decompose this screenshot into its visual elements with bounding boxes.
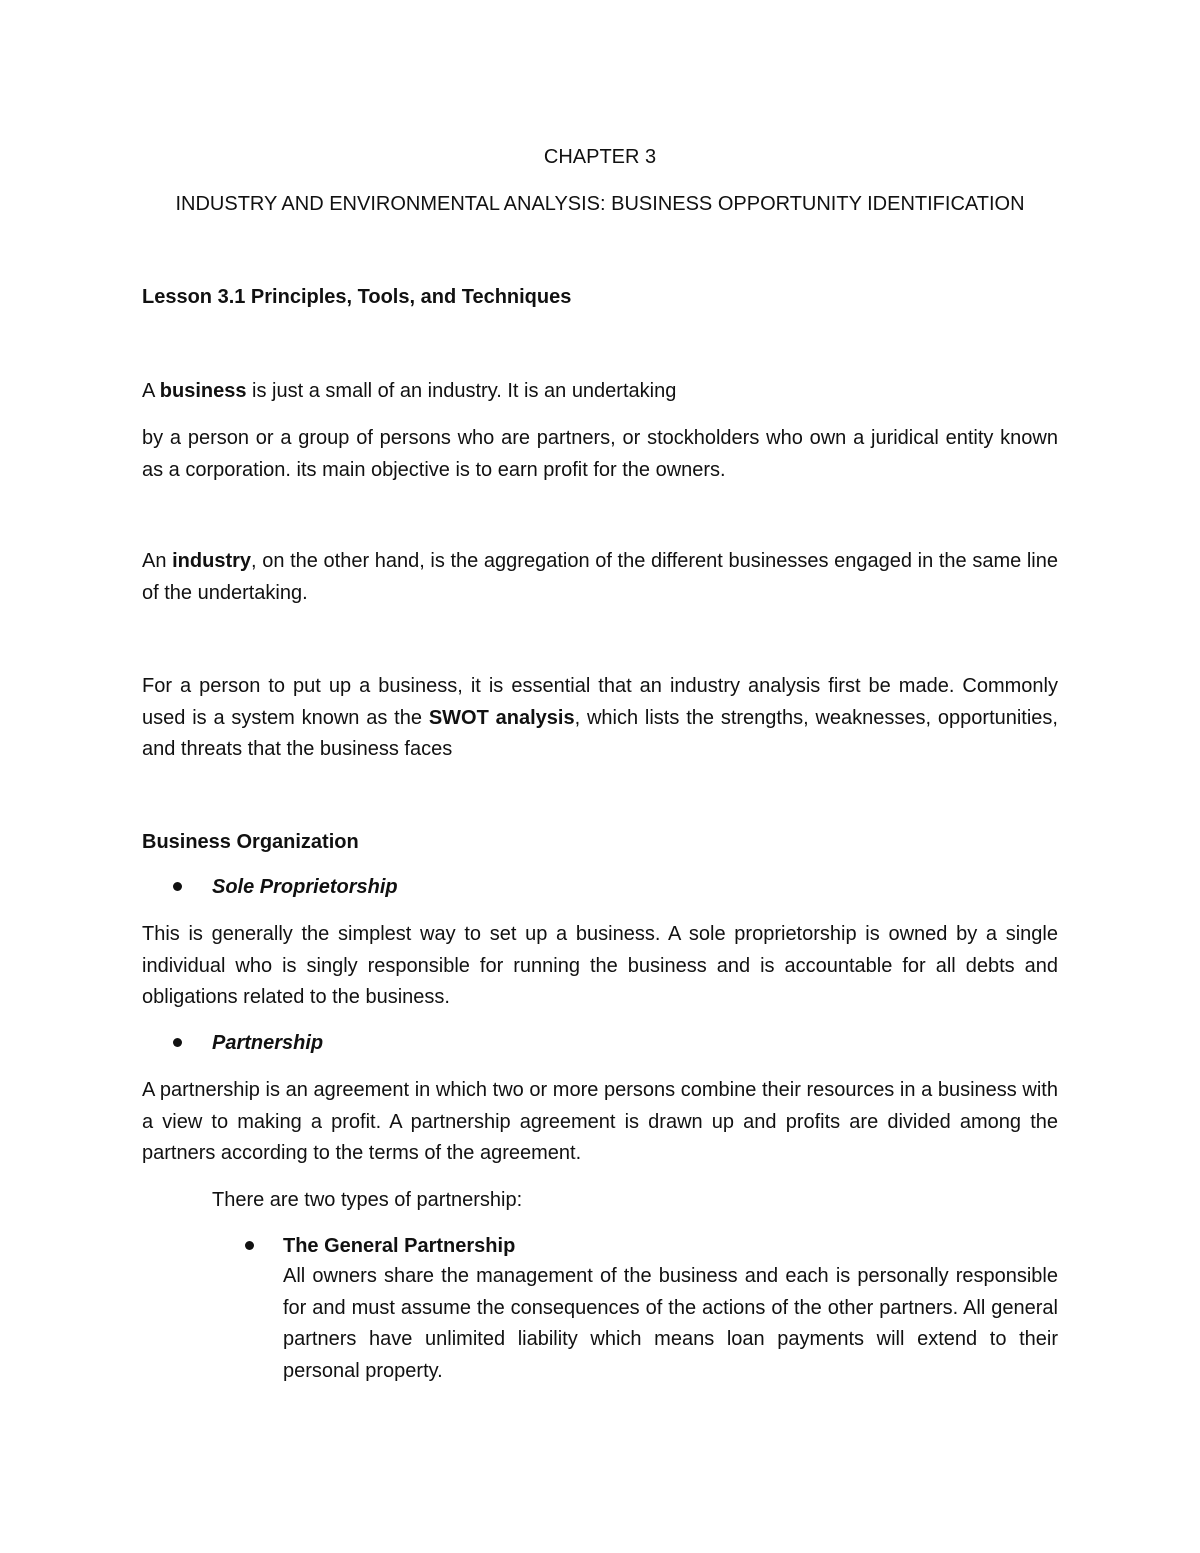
business-paragraph-first-line xyxy=(142,381,676,401)
swot-before: For a person to put up a business, it is essential that an industry analysis first be made. Commonly used is a system known as the xyxy=(142,675,1058,729)
swot-paragraph xyxy=(142,671,1058,766)
business-term: business xyxy=(159,380,247,402)
sole-proprietorship-title: Sole Proprietorship xyxy=(212,876,398,898)
business-line1-rest: is just a small of an industry. It is an undertaking xyxy=(246,380,677,402)
chapter-label: CHAPTER 3 xyxy=(543,146,657,168)
partnership-title: Partnership xyxy=(212,1032,324,1054)
industry-paragraph xyxy=(142,546,1058,609)
swot-term: SWOT analysis xyxy=(428,706,575,729)
swot-after: , which lists the strengths, weaknesses, opportunities, and threats that the business faces xyxy=(142,706,1058,760)
partnership-body: A partnership is an agreement in which two or more persons combine their resources in a business with a view to making a profit. A partnership agreement is drawn up and profits are divided among the partners according to the terms of the agreement. xyxy=(142,1079,1058,1164)
sole-proprietorship-body: This is generally the simplest way to set up a business. A sole proprietorship is owned by a single individual who is singly responsible for running the business and is accountable for all debts and obligations related to the business. xyxy=(142,923,1058,1008)
industry-rest: , on the other hand, is the aggregation of the different businesses engaged in the same line of the undertaking. xyxy=(142,550,1058,604)
bullet-icon xyxy=(173,882,182,891)
business-paragraph-body: by a person or a group of persons who are partners, or stockholders who own a juridical entity known as a corporation. its main objective is to earn profit for the owners. xyxy=(142,427,1058,481)
industry-term: industry xyxy=(172,550,252,572)
chapter-title: INDUSTRY AND ENVIRONMENTAL ANALYSIS: BUSINESS OPPORTUNITY IDENTIFICATION xyxy=(175,193,1025,215)
general-partnership-title: The General Partnership xyxy=(283,1235,516,1257)
bullet-icon xyxy=(173,1038,182,1047)
business-organization-heading: Business Organization xyxy=(142,831,359,853)
industry-lead: An xyxy=(142,550,173,572)
bullet-icon xyxy=(245,1241,254,1250)
general-partnership-body: All owners share the management of the business and each is personally responsible for and must assume the consequences of the actions of the other partners. All general partners have unlimited liability which means loan payments will extend to their personal property. xyxy=(283,1265,1058,1382)
lesson-heading: Lesson 3.1 Principles, Tools, and Techniques xyxy=(142,286,572,308)
partnership-types-intro: There are two types of partnership: xyxy=(212,1189,523,1211)
business-lead: A xyxy=(142,380,160,402)
